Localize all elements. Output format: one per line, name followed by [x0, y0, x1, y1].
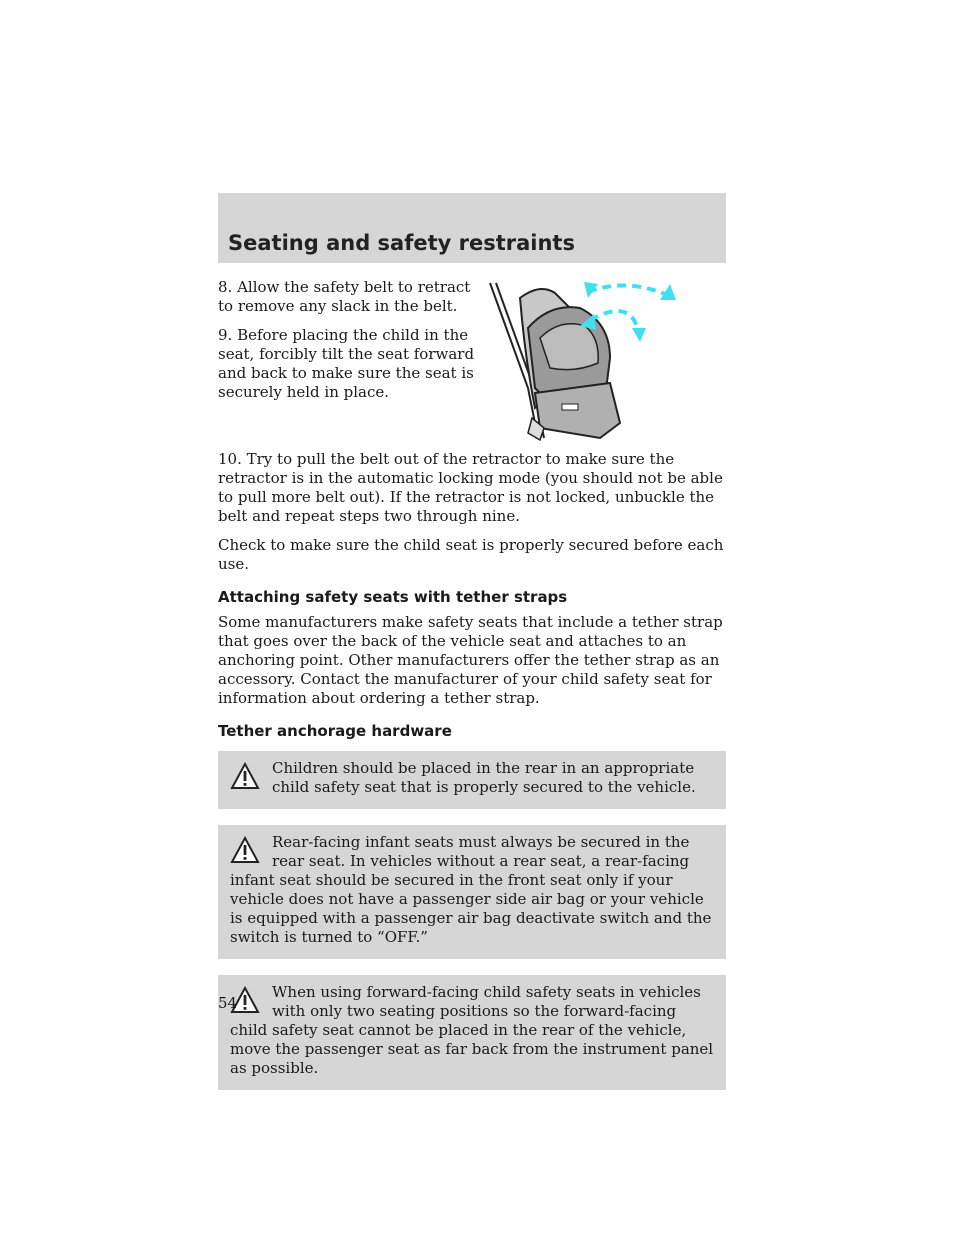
tether-straps-body: Some manufacturers make safety seats that include a tether strap that goes over the back of the vehicle seat and attaches to an anchoring point. Other manufacturers offer the tether strap as an accessory. Contact the manufacturer of your child safety seat for information about ordering a tether strap. — [218, 613, 723, 707]
warning-box-3 — [218, 975, 726, 1090]
warning-triangle-icon — [230, 836, 260, 864]
anchorage-heading: Tether anchorage hardware — [218, 722, 452, 740]
steps-column — [218, 278, 480, 402]
section-header — [218, 193, 726, 263]
tether-straps-heading: Attaching safety seats with tether straps — [218, 588, 568, 606]
page-content — [218, 278, 726, 1106]
step-8: 8. Allow the safety belt to retract to remove any slack in the belt. — [218, 278, 471, 315]
page-number: 54 — [218, 994, 238, 1012]
warning-triangle-icon — [230, 762, 260, 790]
warning-text-2: Rear-facing infant seats must always be secured in the rear seat. In vehicles without a rear seat, a rear-facing infant seat should be secured in the front seat only if your vehicle does not have a passenger side air bag or your vehicle is equipped with a passenger air bag deactivate switch and the switch is turned to “OFF.” — [230, 833, 712, 946]
warning-box-2 — [218, 825, 726, 959]
warning-text-3: When using forward-facing child safety seats in vehicles with only two seating positions so the forward-facing child safety seat cannot be placed in the rear of the vehicle, move the passenger seat as far back from the instrument panel as possible. — [230, 983, 714, 1077]
child-seat-tilt-illustration — [480, 278, 702, 448]
check-note: Check to make sure the child seat is properly secured before each use. — [218, 536, 724, 573]
warning-box-1 — [218, 751, 726, 809]
section-title: Seating and safety restraints — [228, 231, 575, 255]
step-9: 9. Before placing the child in the seat, forcibly tilt the seat forward and back to make sure the seat is securely held in place. — [218, 326, 475, 401]
warning-text-1: Children should be placed in the rear in an appropriate child safety seat that is properly secured to the vehicle. — [272, 759, 696, 796]
steps-with-illustration — [218, 278, 726, 450]
step-10: 10. Try to pull the belt out of the retractor to make sure the retractor is in the automatic locking mode (you should not be able to pull more belt out). If the retractor is not locked, unbuckle the belt and repeat steps two through nine. — [218, 450, 723, 525]
